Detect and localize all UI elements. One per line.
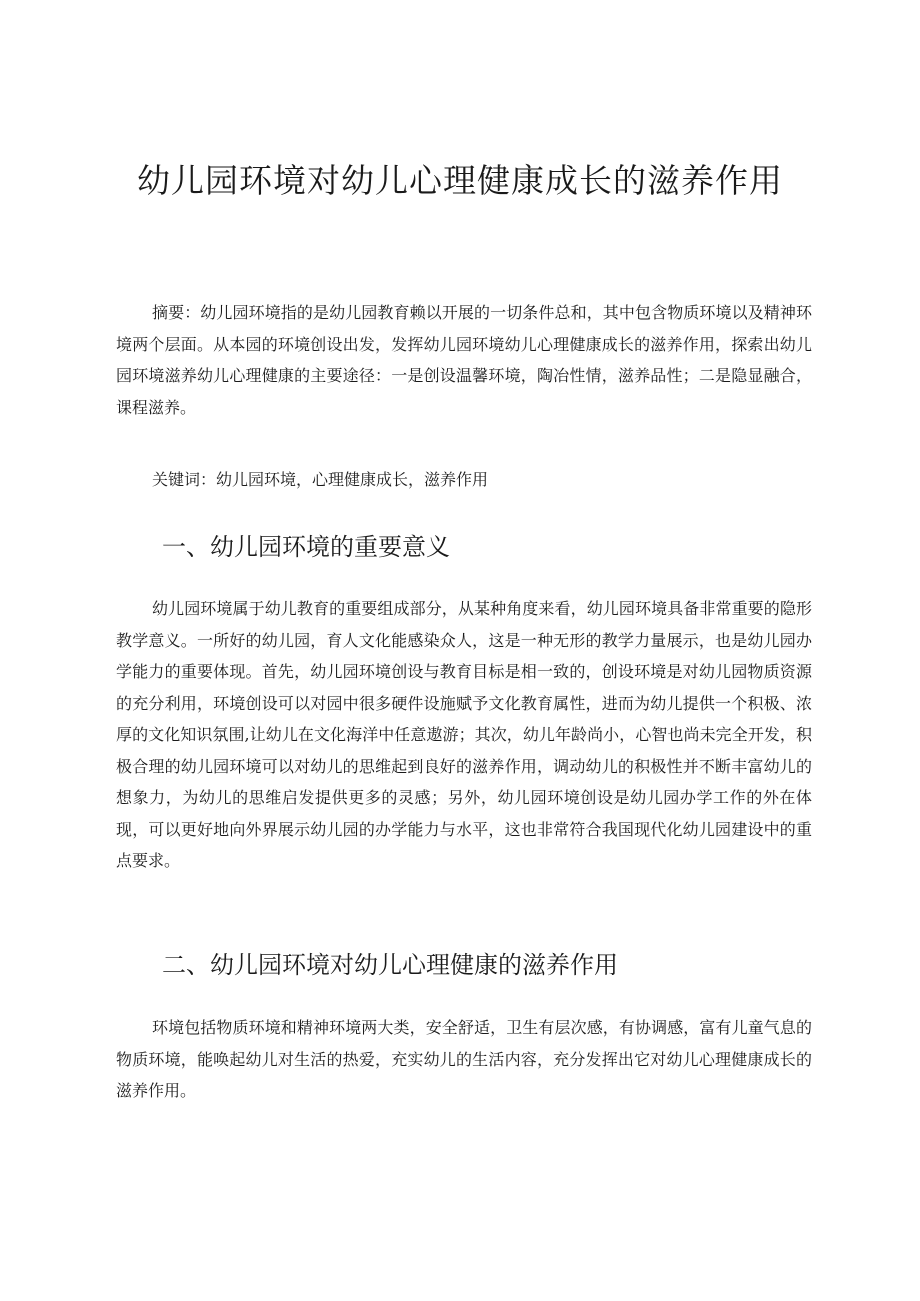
keywords-line: 关键词：幼儿园环境，心理健康成长，滋养作用 bbox=[152, 470, 489, 489]
section-heading-2: 二、幼儿园环境对幼儿心理健康的滋养作用 bbox=[162, 951, 618, 979]
section-heading-1: 一、幼儿园环境的重要意义 bbox=[162, 533, 450, 561]
abstract-paragraph: 摘要：幼儿园环境指的是幼儿园教育赖以开展的一切条件总和，其中包含物质环境以及精神环境两个层面。从本园的环境创设出发，发挥幼儿园环境幼儿心理健康成长的滋养作用，探索出幼儿园环境滋养幼儿心理健康的主要途径：一是创设温馨环境，陶冶性情，滋养品性；二是隐显融合，课程滋养。 bbox=[116, 303, 812, 417]
document-title: 幼儿园环境对幼儿心理健康成长的滋养作用 bbox=[137, 161, 783, 200]
section-body-1: 幼儿园环境属于幼儿教育的重要组成部分，从某种角度来看，幼儿园环境具备非常重要的隐形教学意义。一所好的幼儿园，育人文化能感染众人，这是一种无形的教学力量展示，也是幼儿园办学能力的重要体现。首先，幼儿园环境创设与教育目标是相一致的，创设环境是对幼儿园物质资源的充分利用，环境创设可以对园中很多硬件设施赋予文化教育属性，进而为幼儿提供一个积极、浓厚的文化知识氛围,让幼儿在文化海洋中任意遨游；其次，幼儿年龄尚小，心智也尚未完全开发，积极合理的幼儿园环境可以对幼儿的思维起到良好的滋养作用，调动幼儿的积极性并不断丰富幼儿的想象力，为幼儿的思维启发提供更多的灵感；另外，幼儿园环境创设是幼儿园办学工作的外在体现，可以更好地向外界展示幼儿园的办学能力与水平，这也非常符合我国现代化幼儿园建设中的重点要求。 bbox=[116, 599, 812, 870]
section-body-2: 环境包括物质环境和精神环境两大类，安全舒适，卫生有层次感，有协调感，富有儿童气息的物质环境，能唤起幼儿对生活的热爱，充实幼儿的生活内容，充分发挥出它对幼儿心理健康成长的滋养作用。 bbox=[116, 1018, 812, 1100]
